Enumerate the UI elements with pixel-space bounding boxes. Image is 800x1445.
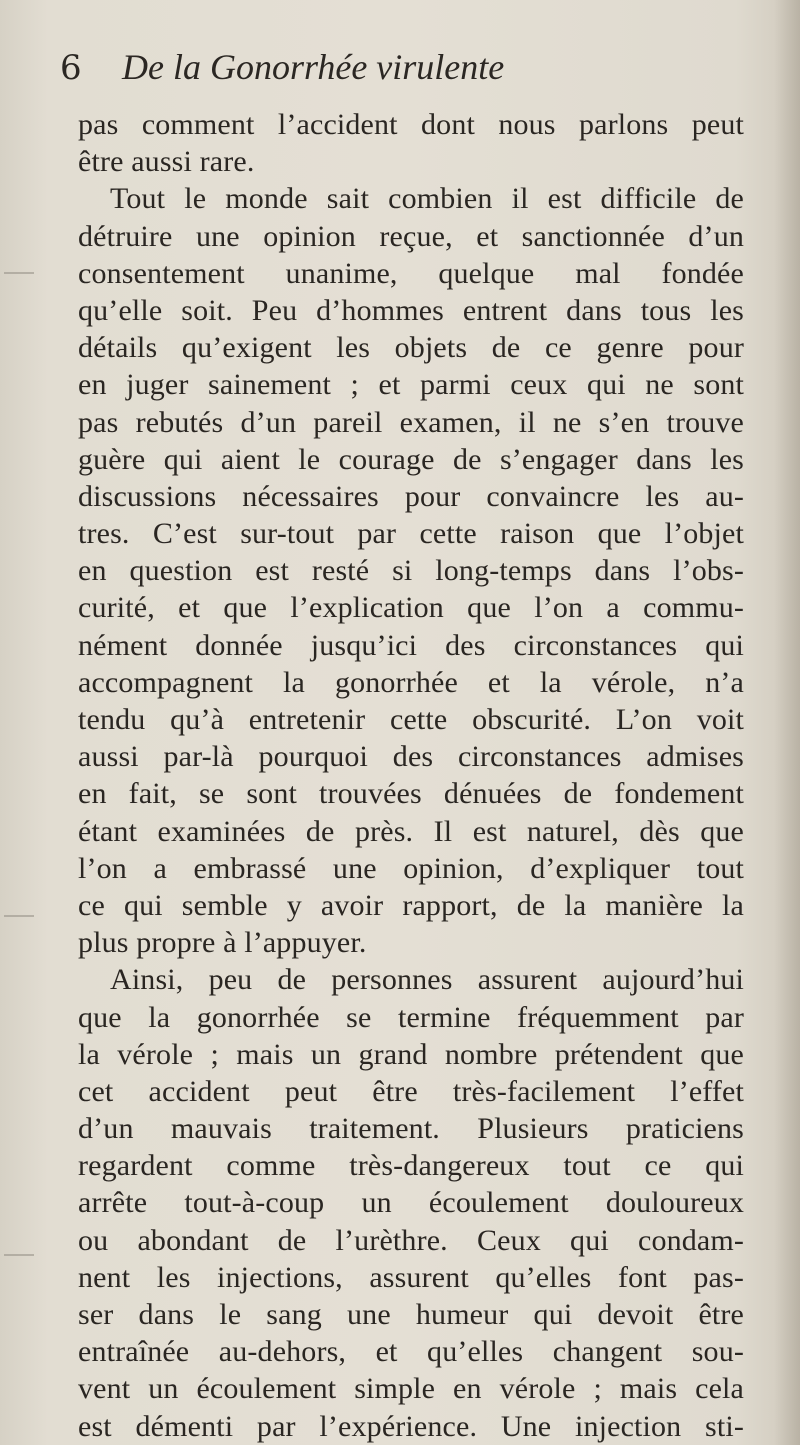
text-line: est démenti par l’expérience. Une injection sti- bbox=[78, 1409, 744, 1443]
margin-mark bbox=[4, 1254, 34, 1264]
text-line: ce qui semble y avoir rapport, de la manière la bbox=[78, 888, 744, 922]
body-text bbox=[78, 106, 744, 1445]
text-line: tendu qu’à entretenir cette obscurité. L’on voit bbox=[78, 703, 744, 736]
text-line: la vérole ; mais un grand nombre prétendent que bbox=[78, 1037, 744, 1071]
running-title: De la Gonorrhée virulente bbox=[122, 47, 505, 87]
text-line: regardent comme très-dangereux tout ce qui bbox=[78, 1149, 744, 1183]
page-header bbox=[60, 40, 760, 110]
text-line: arrête tout-à-coup un écoulement douloureux bbox=[78, 1186, 744, 1220]
margin-mark bbox=[4, 272, 34, 282]
text-line: détruire une opinion reçue, et sanctionnée d’un bbox=[78, 219, 744, 253]
page-edge-shadow bbox=[774, 0, 800, 1445]
text-line: aussi par-là pourquoi des circonstances admises bbox=[78, 740, 744, 774]
page-number: 6 bbox=[60, 48, 82, 88]
text-line: que la gonorrhée se termine fréquemment par bbox=[78, 1000, 744, 1034]
text-line: ser dans le sang une humeur qui devoit être bbox=[78, 1298, 744, 1331]
text-line: vent un écoulement simple en vérole ; mais cela bbox=[78, 1372, 744, 1406]
text-line: entraînée au-dehors, et qu’elles changent sou- bbox=[78, 1335, 744, 1369]
text-line: en question est resté si long-temps dans l’obs- bbox=[78, 554, 744, 588]
text-line: l’on a embrassé une opinion, d’expliquer tout bbox=[78, 851, 744, 885]
text-line: Ainsi, peu de personnes assurent aujourd’hui bbox=[110, 963, 744, 997]
text-line: nément donnée jusqu’ici des circonstances qui bbox=[78, 628, 744, 662]
text-line: consentement unanime, quelque mal fondée bbox=[78, 256, 744, 290]
text-line: plus propre à l’appuyer. bbox=[78, 926, 367, 960]
text-line: ou abondant de l’urèthre. Ceux qui condam- bbox=[78, 1223, 744, 1257]
text-line: curité, et que l’explication que l’on a commu- bbox=[78, 591, 744, 625]
text-line: d’un mauvais traitement. Plusieurs praticiens bbox=[78, 1112, 744, 1146]
text-line: être aussi rare. bbox=[78, 145, 255, 179]
text-line: pas comment l’accident dont nous parlons peut bbox=[78, 108, 744, 141]
text-line: en juger sainement ; et parmi ceux qui ne sont bbox=[78, 368, 744, 402]
text-line: cet accident peut être très-facilement l’effet bbox=[78, 1074, 744, 1108]
margin-mark bbox=[4, 915, 34, 925]
text-line: nent les injections, assurent qu’elles font pas- bbox=[78, 1260, 744, 1294]
text-line: étant examinées de près. Il est naturel, dès que bbox=[78, 814, 744, 848]
text-line: en fait, se sont trouvées dénuées de fondement bbox=[78, 777, 744, 811]
text-line: accompagnent la gonorrhée et la vérole, n’a bbox=[78, 665, 744, 699]
text-line: tres. C’est sur-tout par cette raison que l’objet bbox=[78, 517, 744, 551]
text-line: pas rebutés d’un pareil examen, il ne s’en trouve bbox=[78, 405, 744, 439]
text-line: Tout le monde sait combien il est difficile de bbox=[110, 182, 744, 216]
text-line: guère qui aient le courage de s’engager dans les bbox=[78, 442, 744, 476]
text-line: qu’elle soit. Peu d’hommes entrent dans tous les bbox=[78, 293, 744, 327]
text-line: discussions nécessaires pour convaincre les au- bbox=[78, 479, 744, 513]
text-line: détails qu’exigent les objets de ce genre pour bbox=[78, 331, 744, 365]
